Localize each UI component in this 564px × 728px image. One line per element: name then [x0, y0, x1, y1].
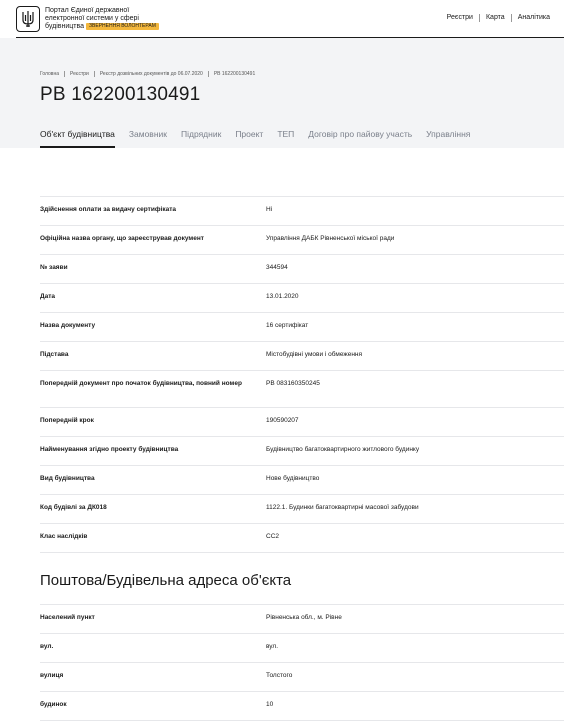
row-value: Будівництво багатоквартирного житлового будинку [266, 446, 420, 453]
brand-line-2: електронної системи у сфері [45, 15, 139, 22]
row-value: Рівненська обл., м. Рівне [266, 614, 342, 621]
row-label: будинок [40, 701, 67, 708]
row-label: Клас наслідків [40, 533, 88, 540]
row-value: 1122.1. Будинки багатоквартирні масової забудови [266, 504, 419, 511]
table-row [40, 494, 564, 523]
tab-contractor[interactable]: Підрядник [180, 129, 222, 139]
row-label: Дата [40, 293, 56, 300]
row-label: Підстава [40, 351, 69, 358]
row-value: Нове будівництво [266, 475, 320, 482]
table-row [40, 196, 564, 225]
row-label: № заяви [40, 264, 68, 271]
site-header [0, 0, 564, 38]
row-label: Офіційна назва органу, що зареєстрував документ [40, 235, 204, 242]
tab-management[interactable]: Управління [426, 129, 471, 139]
row-value: СС2 [266, 533, 280, 540]
row-value: вул. [266, 643, 279, 650]
tab-equity-agreement[interactable]: Договір про пайову участь [308, 129, 413, 139]
row-value: РВ 083160350245 [266, 380, 320, 387]
table-row [40, 604, 564, 633]
table-divider [40, 552, 564, 553]
brand-line-3: будівництва [45, 23, 85, 30]
row-value: 190590207 [266, 417, 299, 424]
table-row [40, 465, 564, 494]
tab-bar [40, 129, 484, 148]
table-row [40, 341, 564, 370]
row-label: Населений пункт [40, 614, 95, 621]
row-label: вулиця [40, 672, 64, 679]
table-row [40, 523, 564, 552]
tab-customer[interactable]: Замовник [128, 129, 167, 139]
row-label: Здійснення оплати за видачу сертифіката [40, 206, 177, 213]
row-value: Ні [266, 206, 273, 213]
tab-project[interactable]: Проект [235, 129, 264, 139]
table-row [40, 407, 564, 436]
tab-construction-object[interactable]: Об'єкт будівництва [40, 129, 115, 148]
page-header [0, 38, 564, 148]
row-label: Попередній крок [40, 417, 94, 424]
table-row [40, 370, 564, 407]
breadcrumb [40, 71, 260, 77]
trident-icon [21, 10, 35, 28]
brand-line-1: Портал Єдиної державної [45, 7, 130, 14]
page-title: РВ 162200130491 [40, 84, 201, 105]
nav-analytics[interactable]: Аналітика [511, 14, 556, 22]
row-value: 10 [266, 701, 274, 708]
breadcrumb-current: РВ 162200130491 [208, 71, 260, 77]
table-row [40, 691, 564, 720]
nav-registries[interactable]: Реєстри [446, 14, 473, 21]
nav-map[interactable]: Карта [479, 14, 511, 22]
breadcrumb-home[interactable]: Головна [40, 71, 59, 77]
table-row [40, 662, 564, 691]
table-row [40, 254, 564, 283]
address-table [40, 604, 564, 721]
row-value: 13.01.2020 [266, 293, 299, 300]
table-row [40, 436, 564, 465]
row-label: вул. [40, 643, 54, 650]
row-value: Містобудівні умови і обмеження [266, 351, 363, 358]
row-label: Вид будівництва [40, 475, 95, 482]
row-value: Толстого [266, 672, 293, 679]
table-divider [40, 720, 564, 721]
row-value: 16 сертифікат [266, 322, 309, 329]
breadcrumb-registries[interactable]: Реєстри [64, 71, 94, 77]
table-row [40, 283, 564, 312]
table-row [40, 312, 564, 341]
volunteer-badge[interactable]: ЗВЕРНЕННЯ ВОЛОНТЕРАМ [86, 23, 159, 30]
row-label: Найменування згідно проекту будівництва [40, 446, 179, 453]
top-navigation [441, 14, 556, 22]
table-row [40, 633, 564, 662]
brand-name[interactable] [45, 7, 159, 31]
breadcrumb-permit-registry[interactable]: Реєстр дозвільних документів до 06.07.2020 [94, 71, 208, 77]
row-label: Попередній документ про початок будівництва, повний номер [40, 380, 242, 387]
details-table [40, 196, 564, 553]
row-label: Код будівлі за ДК018 [40, 504, 107, 511]
row-value: Управління ДАБК Рівненської міської ради [266, 235, 395, 242]
address-section-title: Поштова/Будівельна адреса об'єкта [40, 572, 292, 589]
row-value: 344594 [266, 264, 288, 271]
coat-of-arms-logo[interactable] [16, 6, 40, 32]
tab-tep[interactable]: ТЕП [277, 129, 295, 139]
table-row [40, 225, 564, 254]
row-label: Назва документу [40, 322, 96, 329]
